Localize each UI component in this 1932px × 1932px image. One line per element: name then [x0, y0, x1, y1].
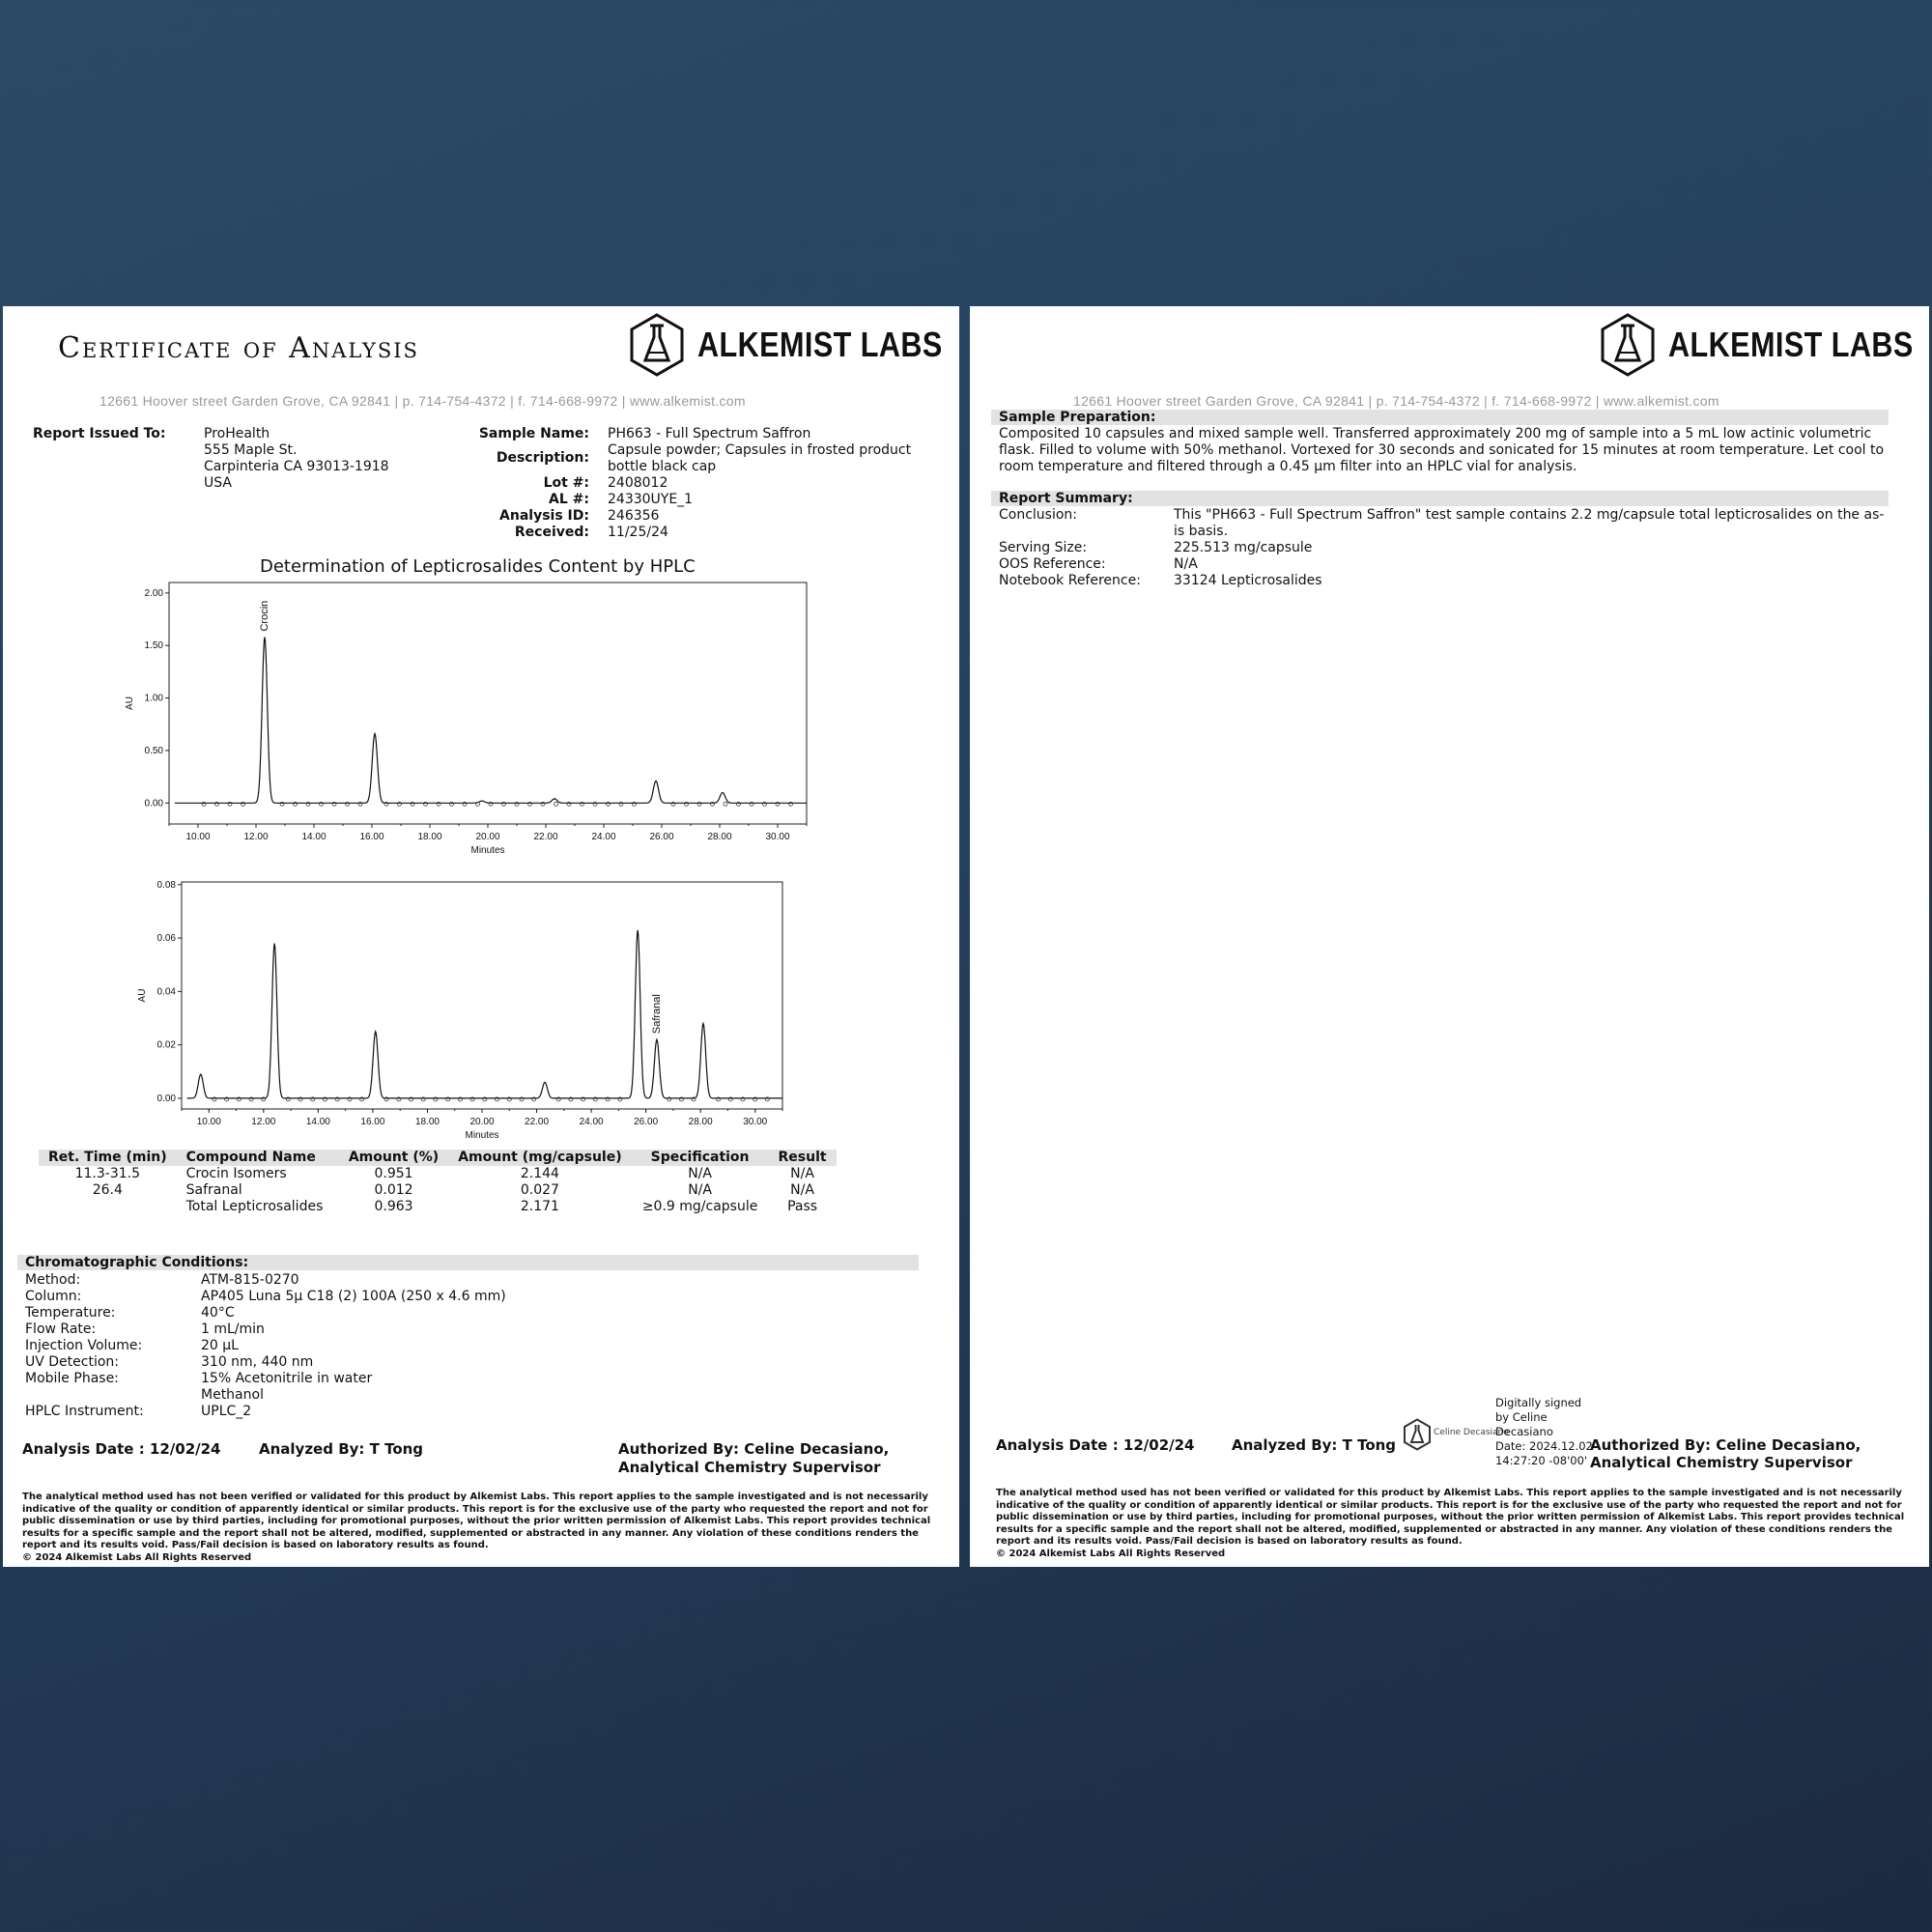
table-row	[39, 1199, 837, 1215]
analyzed-by: Analyzed By: T Tong	[259, 1440, 424, 1458]
disclaimer: The analytical method used has not been verified or validated for this product by Alkemist Labs. This report applies to the sample investigated and is not necessarily indicative of the quality or condition of apparently identical or similar products. This report is for the exclusive use of the party who requested the report and not for public dissemination or use by third parties, including for promotional purposes, without the prior written permission of Alkemist Labs. This report provides technical results for a specific sample and the report shall not be altered, modified, supplemented or abstracted in any manner. Any violation of these conditions renders the report and its results void. Pass/Fail decision is based on laboratory results as found.	[22, 1492, 931, 1551]
temperature-value: 40°C	[201, 1305, 235, 1321]
al-number: 24330UYE_1	[608, 492, 694, 507]
x-tick-label: 20.00	[469, 1117, 495, 1127]
col-specification: Specification	[632, 1150, 769, 1166]
lot-label: Lot #:	[543, 475, 589, 491]
chromatogram-full	[116, 578, 821, 867]
temperature-label: Temperature:	[25, 1305, 116, 1321]
cell: N/A	[688, 1166, 712, 1181]
col-ret-time: Ret. Time (min)	[39, 1150, 177, 1166]
results-header-row	[39, 1150, 837, 1166]
cell: 0.027	[520, 1182, 559, 1198]
al-label: AL #:	[549, 492, 589, 507]
authorized-by: Authorized By: Celine Decasiano,	[618, 1440, 890, 1458]
sample-prep-text: Composited 10 capsules and mixed sample well. Transferred approximately 200 mg of sample into a 5 mL low actinic volumetric flask. Filled to volume with 50% methanol. Vortexed for 30 seconds and sonicated for 15 minutes at room temperature. Let cool to room temperature and filtered through a 0.45 µm filter into an HPLC vial for analysis.	[999, 426, 1885, 474]
received-label: Received:	[514, 525, 589, 540]
brand-name: ALKEMIST LABS	[1668, 325, 1914, 364]
flow-rate-label: Flow Rate:	[25, 1321, 97, 1337]
x-tick-label: 10.00	[185, 832, 211, 842]
column-value: AP405 Luna 5µ C18 (2) 100A (250 x 4.6 mm)	[201, 1289, 506, 1304]
y-tick-label: 0.00	[156, 1093, 176, 1104]
y-tick-label: 0.04	[156, 986, 176, 998]
x-tick-label: 12.00	[243, 832, 269, 842]
y-tick-label: 1.00	[144, 693, 163, 704]
y-tick-label: 0.02	[156, 1039, 176, 1051]
x-tick-label: 16.00	[360, 1117, 385, 1127]
cell: 0.012	[374, 1182, 413, 1198]
peak-label: Crocin	[259, 600, 270, 632]
x-axis-label: Minutes	[470, 845, 505, 856]
x-tick-label: 18.00	[417, 832, 442, 842]
analysis-date: Analysis Date : 12/02/24	[22, 1440, 221, 1458]
x-tick-label: 22.00	[525, 1117, 550, 1127]
alembic-hexagon-icon	[1403, 1418, 1432, 1451]
oos-label: OOS Reference:	[999, 556, 1106, 572]
company-address: 12661 Hoover street Garden Grove, CA 92841 | p. 714-754-4372 | f. 714-668-9972 | www.alkemist.com	[1073, 393, 1719, 409]
x-tick-label: 20.00	[475, 832, 500, 842]
authorized-title: Analytical Chemistry Supervisor	[618, 1459, 881, 1476]
cell: Crocin Isomers	[185, 1166, 287, 1181]
uv-value: 310 nm, 440 nm	[201, 1354, 314, 1370]
company-address: 12661 Hoover street Garden Grove, CA 92841 | p. 714-754-4372 | f. 714-668-9972 | www.alkemist.com	[99, 393, 746, 409]
col-amount-pct: Amount (%)	[339, 1150, 448, 1166]
cell: 26.4	[92, 1182, 123, 1198]
chart-title: Determination of Lepticrosalides Content by HPLC	[260, 556, 696, 577]
cell: 2.171	[520, 1199, 559, 1214]
notebook-label: Notebook Reference:	[999, 573, 1141, 588]
chromatogram-trace	[187, 930, 782, 1098]
y-tick-label: 2.00	[144, 587, 163, 599]
authorized-by: Authorized By: Celine Decasiano,	[1590, 1436, 1861, 1454]
sample-name-label: Sample Name:	[478, 426, 589, 441]
method-label: Method:	[25, 1272, 81, 1288]
x-tick-label: 24.00	[579, 1117, 604, 1127]
conditions-heading: Chromatographic Conditions:	[17, 1255, 919, 1270]
y-tick-label: 0.50	[144, 745, 163, 756]
x-tick-label: 14.00	[301, 832, 327, 842]
signature-line: Digitally signed	[1495, 1396, 1582, 1409]
conclusion-text: This "PH663 - Full Spectrum Saffron" test sample contains 2.2 mg/capsule total lepticrosalides on the as-is basis.	[1174, 507, 1885, 539]
cell: Total Lepticrosalides	[185, 1199, 324, 1214]
client-city: Carpinteria CA 93013-1918	[204, 459, 389, 474]
serving-size-value: 225.513 mg/capsule	[1174, 540, 1313, 555]
document-title: Certificate of Analysis	[58, 331, 419, 365]
col-amount-mg: Amount (mg/capsule)	[448, 1150, 631, 1166]
x-tick-label: 30.00	[765, 832, 790, 842]
peak-label: Safranal	[650, 994, 663, 1035]
x-tick-label: 14.00	[305, 1117, 330, 1127]
col-compound: Compound Name	[177, 1150, 339, 1166]
client-street: 555 Maple St.	[204, 442, 298, 458]
chromatogram-trace	[175, 638, 807, 804]
mobile-phase-value-1: 15% Acetonitrile in water	[201, 1371, 373, 1386]
cell: Pass	[787, 1199, 818, 1214]
cell: 11.3-31.5	[74, 1166, 141, 1181]
analyzed-by: Analyzed By: T Tong	[1232, 1436, 1397, 1454]
alembic-hexagon-icon	[628, 312, 686, 378]
digital-signature-stamp	[1403, 1418, 1509, 1455]
cell: N/A	[790, 1166, 814, 1181]
x-tick-label: 26.00	[649, 832, 674, 842]
lot-number: 2408012	[608, 475, 668, 491]
client-name: ProHealth	[204, 426, 270, 441]
conclusion-label: Conclusion:	[999, 507, 1078, 523]
chromatogram-zoom	[126, 874, 802, 1150]
y-tick-label: 0.00	[144, 798, 163, 810]
x-tick-label: 28.00	[707, 832, 732, 842]
cell: N/A	[688, 1182, 712, 1198]
x-tick-label: 24.00	[591, 832, 616, 842]
x-tick-label: 26.00	[634, 1117, 659, 1127]
column-label: Column:	[25, 1289, 82, 1304]
x-tick-label: 10.00	[196, 1117, 221, 1127]
cell: N/A	[790, 1182, 814, 1198]
sample-name: PH663 - Full Spectrum Saffron	[608, 426, 811, 441]
mobile-phase-value-2: Methanol	[201, 1387, 264, 1403]
cell: 0.963	[374, 1199, 413, 1214]
mobile-phase-label: Mobile Phase:	[25, 1371, 119, 1386]
x-tick-label: 28.00	[688, 1117, 713, 1127]
cell: ≥0.9 mg/capsule	[641, 1199, 758, 1214]
cell	[39, 1199, 177, 1215]
notebook-value: 33124 Lepticrosalides	[1174, 573, 1322, 588]
table-row	[39, 1166, 837, 1182]
uv-label: UV Detection:	[25, 1354, 120, 1370]
authorized-title: Analytical Chemistry Supervisor	[1590, 1454, 1853, 1471]
injection-label: Injection Volume:	[25, 1338, 143, 1353]
x-tick-label: 30.00	[743, 1117, 768, 1127]
analysis-id-label: Analysis ID:	[499, 508, 589, 524]
sample-prep-heading: Sample Preparation:	[991, 410, 1889, 425]
brand-logo	[628, 312, 986, 378]
y-axis-label: AU	[137, 988, 148, 1003]
x-tick-label: 18.00	[414, 1117, 440, 1127]
received-date: 11/25/24	[608, 525, 668, 540]
description-label: Description:	[496, 450, 589, 466]
signature-line: Date: 2024.12.02	[1495, 1439, 1593, 1453]
flow-rate-value: 1 mL/min	[201, 1321, 265, 1337]
signature-details	[1495, 1396, 1593, 1468]
y-tick-label: 1.50	[144, 640, 163, 652]
col-result: Result	[769, 1150, 837, 1166]
x-axis-label: Minutes	[465, 1130, 499, 1141]
disclaimer: The analytical method used has not been verified or validated for this product by Alkemist Labs. This report applies to the sample investigated and is not necessarily indicative of the quality or condition of apparently identical or similar products. This report is for the exclusive use of the party who requested the report and not for public dissemination or use by third parties, including for promotional purposes, without the prior written permission of Alkemist Labs. This report provides technical results for a specific sample and the report shall not be altered, modified, supplemented or abstracted in any manner. Any violation of these conditions renders the report and its results void. Pass/Fail decision is based on laboratory results as found.	[996, 1488, 1905, 1548]
brand-logo-page2	[1599, 312, 1932, 378]
x-tick-label: 12.00	[251, 1117, 276, 1127]
instrument-value: UPLC_2	[201, 1404, 252, 1419]
cell: 0.951	[374, 1166, 413, 1181]
brand-name: ALKEMIST LABS	[697, 325, 943, 364]
description-line-2: bottle black cap	[608, 459, 717, 474]
analysis-id: 246356	[608, 508, 660, 524]
table-row	[39, 1182, 837, 1199]
integration-marker	[554, 802, 558, 806]
instrument-label: HPLC Instrument:	[25, 1404, 144, 1419]
oos-value: N/A	[1174, 556, 1198, 572]
alembic-hexagon-icon	[1599, 312, 1657, 378]
cell: 2.144	[520, 1166, 559, 1181]
copyright: © 2024 Alkemist Labs All Rights Reserved	[22, 1552, 252, 1563]
x-tick-label: 22.00	[533, 832, 558, 842]
integration-marker	[724, 802, 727, 806]
method-value: ATM-815-0270	[201, 1272, 299, 1288]
cell: Safranal	[185, 1182, 242, 1198]
signature-line: Decasiano	[1495, 1425, 1553, 1438]
client-country: USA	[204, 475, 232, 491]
serving-size-label: Serving Size:	[999, 540, 1088, 555]
issued-to-label: Report Issued To:	[33, 426, 166, 441]
report-summary-heading: Report Summary:	[991, 491, 1889, 506]
description-line-1: Capsule powder; Capsules in frosted product	[608, 442, 912, 458]
y-tick-label: 0.08	[156, 879, 176, 891]
x-tick-label: 16.00	[359, 832, 384, 842]
copyright: © 2024 Alkemist Labs All Rights Reserved	[996, 1548, 1226, 1559]
signature-line: by Celine	[1495, 1410, 1548, 1424]
signature-name: Celine Decasiano	[1434, 1428, 1509, 1437]
results-table	[39, 1150, 837, 1215]
analysis-date: Analysis Date : 12/02/24	[996, 1436, 1195, 1454]
y-axis-label: AU	[125, 696, 135, 710]
signature-line: 14:27:20 -08'00'	[1495, 1454, 1588, 1467]
injection-value: 20 µL	[201, 1338, 239, 1353]
y-tick-label: 0.06	[156, 933, 176, 945]
